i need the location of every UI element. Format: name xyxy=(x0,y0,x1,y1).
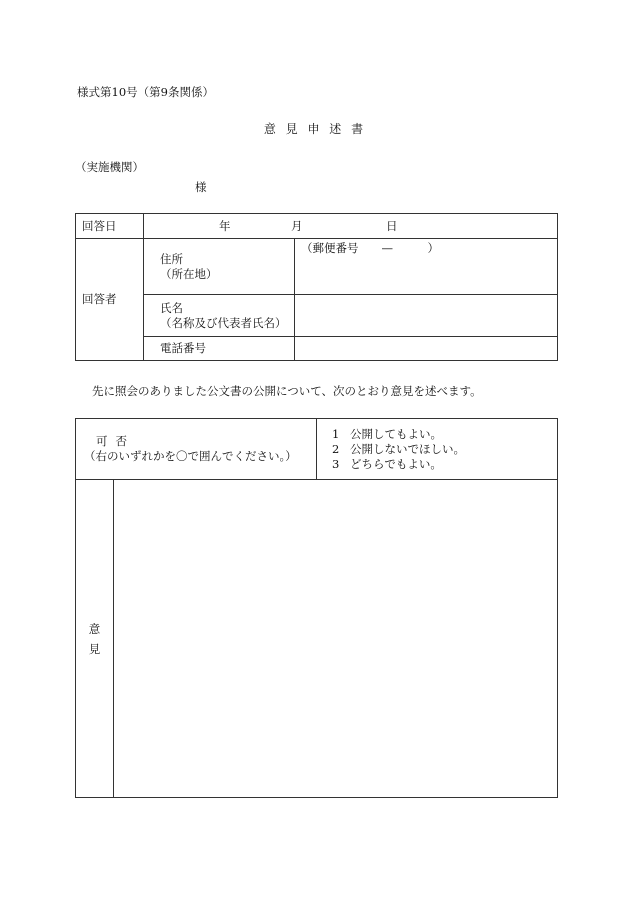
agency-label: （実施機関） xyxy=(75,160,144,174)
intro-text: 先に照会のありました公文書の公開について、次のとおり意見を述べます。 xyxy=(92,384,482,398)
kahi-instruction: （右のいずれかを〇で囲んでください。） xyxy=(84,449,297,463)
opinion-field[interactable] xyxy=(114,480,558,798)
respondent-label: 回答者 xyxy=(76,239,144,361)
name-field[interactable] xyxy=(295,295,558,337)
address-sub-label: （所在地） xyxy=(160,266,218,281)
response-date-label: 回答日 xyxy=(76,214,144,239)
opinion-label: 意 見 xyxy=(76,480,114,798)
address-label: 住所 xyxy=(160,251,183,266)
day-label: 日 xyxy=(386,219,398,233)
month-label: 月 xyxy=(291,219,303,233)
kahi-label-cell xyxy=(76,419,317,480)
phone-field[interactable] xyxy=(295,337,558,361)
document-title: 意 見 申 述 書 xyxy=(263,122,367,136)
address-field[interactable] xyxy=(295,239,558,295)
form-number: 様式第10号（第9条関係） xyxy=(77,85,214,99)
name-label: 氏名 xyxy=(160,300,183,315)
address-label-cell xyxy=(144,239,295,295)
name-label-cell xyxy=(144,295,295,337)
year-label: 年 xyxy=(219,219,231,233)
name-sub-label: （名称及び代表者氏名） xyxy=(160,315,287,330)
option-2[interactable]: 2 公開しないでほしい。 xyxy=(332,441,465,456)
kahi-options xyxy=(317,419,558,480)
honorific-sama: 様 xyxy=(195,180,207,194)
kahi-label: 可否 xyxy=(96,434,135,448)
phone-label: 電話番号 xyxy=(144,337,295,361)
respondent-table xyxy=(75,213,558,361)
postal-code-label: （郵便番号 — ） xyxy=(301,241,439,255)
opinion-table xyxy=(75,418,558,798)
option-1[interactable]: 1 公開してもよい。 xyxy=(332,426,442,441)
response-date-field[interactable] xyxy=(144,214,558,239)
option-3[interactable]: 3 どちらでもよい。 xyxy=(332,456,442,471)
